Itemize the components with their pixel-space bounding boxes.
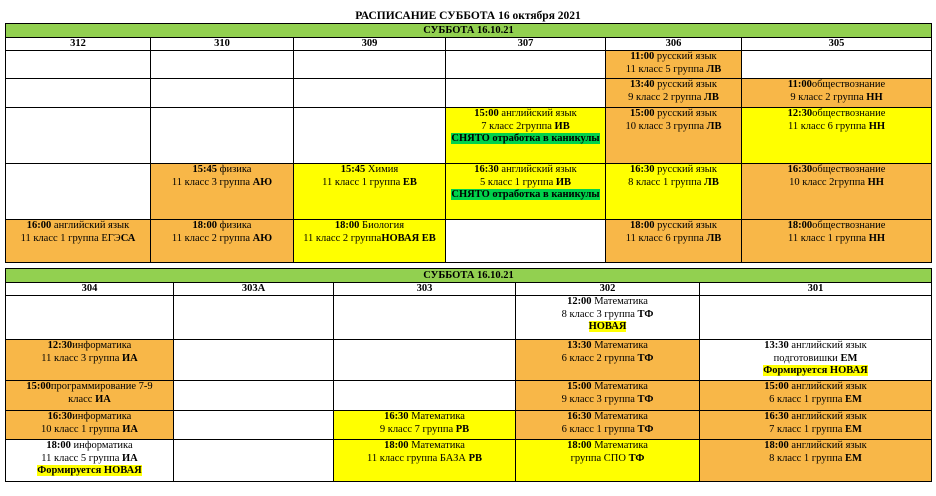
lesson-group (296, 233, 443, 246)
empty-cell (294, 51, 446, 79)
lesson-class-group: 6 класс 2 группа (561, 352, 638, 364)
lesson-subject: обществознание (812, 164, 886, 175)
lesson-class-group: 9 класс 2 группа (628, 91, 705, 103)
lesson-cell (742, 108, 932, 164)
lesson-title (296, 220, 443, 233)
lesson-cell (606, 220, 742, 263)
empty-cell (6, 164, 151, 220)
lesson-time: 16:30 (764, 411, 789, 422)
lesson-time: 12:30 (787, 108, 813, 119)
lesson-class-group: класс (68, 393, 96, 405)
lesson-group (336, 424, 513, 437)
schedule-table-top (5, 23, 932, 263)
lesson-class-group: 11 класс группа БАЗА (367, 452, 469, 464)
lesson-group (744, 121, 929, 134)
lesson-class-group: подготовишки (773, 352, 841, 364)
lesson-title (518, 440, 697, 453)
lesson-teacher: АЮ (252, 176, 273, 188)
lesson-teacher: ЛВ (704, 91, 719, 103)
lesson-time: 16:30 (567, 411, 592, 422)
empty-cell (742, 51, 932, 79)
lesson-cell (606, 108, 742, 164)
lesson-cell (6, 381, 174, 411)
room-header: 303 (334, 283, 516, 296)
room-header: 312 (6, 38, 151, 51)
lesson-cell (516, 340, 700, 381)
lesson-title (744, 220, 929, 233)
lesson-teacher: ИА (122, 452, 138, 464)
empty-cell (700, 296, 932, 340)
lesson-title (518, 381, 697, 394)
lesson-subject: русский язык (654, 220, 717, 231)
lesson-subject: английский язык (498, 164, 577, 175)
schedule-row (6, 296, 932, 340)
lesson-group (153, 177, 291, 190)
lesson-teacher: РВ (455, 423, 470, 435)
lesson-time: 18:00 (334, 220, 360, 231)
lesson-group (518, 353, 697, 366)
lesson-subject: Математика (591, 440, 648, 451)
lesson-subject: обществознание (812, 108, 886, 119)
lesson-class-group: 11 класс 1 группа ЕГЭ (20, 232, 121, 244)
lesson-time: 16:30 (474, 164, 499, 175)
lesson-cell (606, 79, 742, 108)
lesson-time: 15:00 (567, 381, 592, 392)
lesson-title (336, 411, 513, 424)
lesson-title (744, 79, 929, 92)
lesson-group (8, 424, 171, 437)
empty-cell (334, 381, 516, 411)
lesson-group (744, 177, 929, 190)
lesson-title (8, 411, 171, 424)
lesson-subject: Математика (591, 411, 648, 422)
empty-cell (174, 340, 334, 381)
lesson-subject: информатика (72, 411, 132, 422)
room-header: 302 (516, 283, 700, 296)
lesson-class-group: 9 класс 2 группа (790, 91, 867, 103)
lesson-teacher: ЛВ (706, 63, 722, 75)
lesson-time: 18:00 (46, 440, 71, 451)
lesson-time: 13:30 (764, 340, 789, 351)
lesson-class-group: 9 класс 7 группа (379, 423, 456, 435)
empty-cell (446, 51, 606, 79)
lesson-title (336, 440, 513, 453)
lesson-teacher: ЕМ (845, 393, 862, 405)
lesson-time: 16:30 (384, 411, 409, 422)
lesson-subject: информатика (70, 440, 133, 451)
lesson-subject: Биология (359, 220, 405, 231)
empty-cell (6, 79, 151, 108)
lesson-cell (606, 51, 742, 79)
lesson-time: 18:00 (630, 220, 655, 231)
lesson-teacher: ТФ (637, 352, 654, 364)
lesson-title (296, 164, 443, 177)
lesson-class-group: 9 класс 3 группа (561, 393, 638, 405)
lesson-class-group: 6 класс 1 группа (561, 423, 638, 435)
lesson-class-group: 8 класс 1 группа (769, 452, 845, 464)
lesson-cell (446, 108, 606, 164)
empty-cell (6, 51, 151, 79)
lesson-cell (334, 411, 516, 440)
lesson-time: 11:00 (787, 79, 812, 90)
lesson-subject: английский язык (788, 440, 867, 451)
lesson-subject: русский язык (654, 79, 717, 90)
lesson-teacher: ЕВ (402, 176, 417, 188)
lesson-note: НОВАЯ (588, 321, 627, 332)
lesson-time: 16:30 (47, 411, 73, 422)
lesson-teacher: НН (868, 232, 886, 244)
lesson-title (608, 164, 739, 177)
lesson-teacher: ЕМ (845, 452, 862, 464)
lesson-class-group: группа СПО (570, 452, 629, 464)
lesson-teacher: СА (120, 232, 136, 244)
lesson-class-group: 6 класс 1 группа (769, 393, 845, 405)
lesson-group (8, 453, 171, 466)
lesson-title (153, 164, 291, 177)
lesson-class-group: 11 класс 2 группа (303, 232, 382, 244)
empty-cell (174, 440, 334, 482)
lesson-subject: Математика (591, 381, 648, 392)
lesson-time: 13:40 (630, 79, 655, 90)
lesson-cell (516, 440, 700, 482)
lesson-cell (6, 340, 174, 381)
lesson-time: 15:00 (764, 381, 789, 392)
lesson-cell (606, 164, 742, 220)
lesson-cell (151, 220, 294, 263)
lesson-group (518, 424, 697, 437)
lesson-teacher: РВ (468, 452, 482, 464)
empty-cell (446, 79, 606, 108)
lesson-teacher: НН (867, 176, 884, 188)
lesson-title (8, 381, 171, 394)
lesson-title (448, 164, 603, 177)
lesson-title (448, 108, 603, 121)
room-header: 303А (174, 283, 334, 296)
lesson-note: Формируется НОВАЯ (763, 365, 868, 376)
lesson-time: 15:00 (26, 381, 51, 392)
lesson-subject: английский язык (788, 381, 867, 392)
lesson-class-group: 11 класс 1 группа (322, 176, 403, 188)
lesson-teacher: ЕМ (840, 352, 858, 364)
lesson-group (744, 233, 929, 246)
lesson-teacher: ИА (95, 393, 111, 405)
lesson-teacher: НОВАЯ ЕВ (381, 232, 436, 244)
lesson-subject: программирование 7-9 (50, 381, 153, 392)
lesson-cell (700, 440, 932, 482)
empty-cell (446, 220, 606, 263)
page-title: РАСПИСАНИЕ СУББОТА 16 октября 2021 (355, 10, 581, 22)
lesson-teacher: ИВ (555, 176, 572, 188)
lesson-group (702, 394, 929, 407)
schedule-row (6, 440, 932, 482)
lesson-group (8, 394, 171, 407)
lesson-class-group: 7 класс 2группа (481, 120, 555, 132)
lesson-title (702, 440, 929, 453)
lesson-time: 18:00 (787, 220, 813, 231)
schedule-row (6, 51, 932, 79)
lesson-cell (700, 381, 932, 411)
room-header: 307 (446, 38, 606, 51)
empty-cell (6, 296, 174, 340)
lesson-subject: английский язык (498, 108, 577, 119)
lesson-subject: английский язык (788, 411, 867, 422)
lesson-class-group: 11 класс 2 группа (171, 232, 253, 244)
lesson-group (518, 453, 697, 466)
lesson-subject: обществознание (812, 220, 886, 231)
lesson-cell (6, 411, 174, 440)
lesson-time: 12:30 (47, 340, 73, 351)
lesson-subject: русский язык (654, 51, 717, 62)
lesson-group (296, 177, 443, 190)
lesson-group (744, 92, 929, 105)
lesson-group (8, 353, 171, 366)
lesson-subject: физика (217, 164, 252, 175)
lesson-title (8, 340, 171, 353)
empty-cell (151, 51, 294, 79)
empty-cell (334, 340, 516, 381)
empty-cell (174, 296, 334, 340)
lesson-teacher: ИА (122, 352, 138, 364)
lesson-teacher: НН (868, 120, 886, 132)
lesson-subject: русский язык (654, 108, 717, 119)
lesson-title (8, 440, 171, 453)
lesson-teacher: ТФ (637, 393, 654, 405)
section1-day-band: СУББОТА 16.10.21 (6, 24, 932, 38)
lesson-note: Формируется НОВАЯ (37, 465, 142, 476)
lesson-cell (700, 340, 932, 381)
lesson-teacher: ТФ (637, 308, 654, 320)
section2-day-band: СУББОТА 16.10.21 (6, 269, 932, 283)
lesson-title (702, 411, 929, 424)
lesson-time: 15:00 (474, 108, 499, 119)
empty-cell (334, 296, 516, 340)
lesson-subject: английский язык (51, 220, 130, 231)
empty-cell (6, 108, 151, 164)
lesson-cell (294, 164, 446, 220)
lesson-time: 15:45 (340, 164, 366, 175)
lesson-cell (516, 296, 700, 340)
lesson-cell (294, 220, 446, 263)
lesson-title (744, 108, 929, 121)
lesson-class-group: 11 класс 1 группа (787, 232, 869, 244)
lesson-teacher: ИА (122, 423, 138, 435)
lesson-teacher: ИВ (554, 120, 570, 132)
lesson-cell (742, 220, 932, 263)
lesson-subject: обществознание (811, 79, 886, 90)
empty-cell (151, 79, 294, 108)
lesson-time: 16:30 (787, 164, 813, 175)
lesson-cell (334, 440, 516, 482)
lesson-subject: Математика (591, 340, 648, 351)
lesson-time: 18:00 (567, 440, 592, 451)
lesson-note: СНЯТО отработка в каникулы (451, 133, 600, 144)
lesson-cell (151, 164, 294, 220)
lesson-class-group: 8 класс 1 группа (628, 176, 705, 188)
lesson-subject: Математика (591, 296, 648, 307)
empty-cell (174, 381, 334, 411)
room-header: 301 (700, 283, 932, 296)
lesson-cell (6, 440, 174, 482)
lesson-title (8, 220, 148, 233)
lesson-teacher: ЛВ (706, 120, 722, 132)
schedule-row (6, 108, 932, 164)
lesson-group (518, 394, 697, 407)
schedule-row (6, 340, 932, 381)
lesson-class-group: 11 класс 5 группа (41, 452, 122, 464)
lesson-class-group: 11 класс 6 группа (625, 232, 707, 244)
schedule-row (6, 411, 932, 440)
room-header: 305 (742, 38, 932, 51)
room-header: 310 (151, 38, 294, 51)
lesson-group (448, 177, 603, 190)
lesson-group (702, 424, 929, 437)
lesson-class-group: 11 класс 6 группа (787, 120, 869, 132)
lesson-title (608, 108, 739, 121)
lesson-title (518, 411, 697, 424)
lesson-group (608, 177, 739, 190)
schedule-row (6, 79, 932, 108)
lesson-cell (446, 164, 606, 220)
lesson-cell (742, 164, 932, 220)
lesson-class-group: 11 класс 3 группа (171, 176, 253, 188)
lesson-title (608, 220, 739, 233)
lesson-subject: английский язык (788, 340, 867, 351)
lesson-group (518, 309, 697, 322)
room-header: 304 (6, 283, 174, 296)
lesson-time: 13:30 (567, 340, 592, 351)
lesson-group (153, 233, 291, 246)
lesson-subject: Химия (365, 164, 399, 175)
lesson-teacher: ТФ (637, 423, 654, 435)
schedule-row (6, 164, 932, 220)
lesson-class-group: 5 класс 1 группа (479, 176, 556, 188)
empty-cell (174, 411, 334, 440)
lesson-cell (516, 411, 700, 440)
lesson-cell (6, 220, 151, 263)
room-header: 306 (606, 38, 742, 51)
lesson-class-group: 11 класс 5 группа (625, 63, 707, 75)
lesson-class-group: 8 класс 3 группа (561, 308, 638, 320)
lesson-title (744, 164, 929, 177)
lesson-cell (516, 381, 700, 411)
lesson-group (608, 64, 739, 77)
lesson-title (518, 340, 697, 353)
lesson-time: 15:00 (630, 108, 655, 119)
room-header: 309 (294, 38, 446, 51)
lesson-time: 11:00 (630, 51, 655, 62)
lesson-cell (742, 79, 932, 108)
lesson-title (153, 220, 291, 233)
lesson-teacher: АЮ (252, 232, 273, 244)
lesson-teacher: ЛВ (704, 176, 719, 188)
lesson-group (702, 453, 929, 466)
lesson-time: 18:00 (384, 440, 409, 451)
lesson-teacher: НН (866, 91, 883, 103)
empty-cell (151, 108, 294, 164)
section2-room-header-row (6, 283, 932, 296)
lesson-class-group: 10 класс 1 группа (41, 423, 123, 435)
lesson-group (608, 92, 739, 105)
lesson-group (448, 121, 603, 134)
lesson-group (702, 353, 929, 366)
lesson-group (608, 121, 739, 134)
schedule-table-bottom (5, 268, 932, 482)
lesson-class-group: 10 класс 3 группа (625, 120, 707, 132)
lesson-time: 16:00 (26, 220, 52, 231)
lesson-subject: информатика (72, 340, 132, 351)
lesson-subject: физика (217, 220, 252, 231)
lesson-time: 18:00 (764, 440, 789, 451)
empty-cell (294, 79, 446, 108)
lesson-title (702, 340, 929, 353)
lesson-time: 16:30 (630, 164, 655, 175)
lesson-group (8, 233, 148, 246)
lesson-note: СНЯТО отработка в каникулы (451, 189, 600, 200)
empty-cell (294, 108, 446, 164)
lesson-cell (700, 411, 932, 440)
section1-room-header-row (6, 38, 932, 51)
lesson-title (608, 51, 739, 64)
schedule-row (6, 381, 932, 411)
lesson-class-group: 10 класс 2группа (789, 176, 868, 188)
lesson-subject: Математика (408, 411, 465, 422)
lesson-class-group: 7 класс 1 группа (769, 423, 845, 435)
schedule-row (6, 220, 932, 263)
lesson-group (336, 453, 513, 466)
lesson-time: 15:45 (192, 164, 218, 175)
lesson-time: 18:00 (192, 220, 218, 231)
lesson-time: 12:00 (567, 296, 592, 307)
lesson-title (702, 381, 929, 394)
lesson-title (608, 79, 739, 92)
lesson-teacher: ЕМ (845, 423, 862, 435)
lesson-class-group: 11 класс 3 группа (41, 352, 122, 364)
lesson-title (518, 296, 697, 309)
lesson-subject: русский язык (654, 164, 717, 175)
lesson-teacher: ЛВ (706, 232, 722, 244)
lesson-group (608, 233, 739, 246)
lesson-teacher: ТФ (628, 452, 645, 464)
lesson-subject: Математика (408, 440, 465, 451)
